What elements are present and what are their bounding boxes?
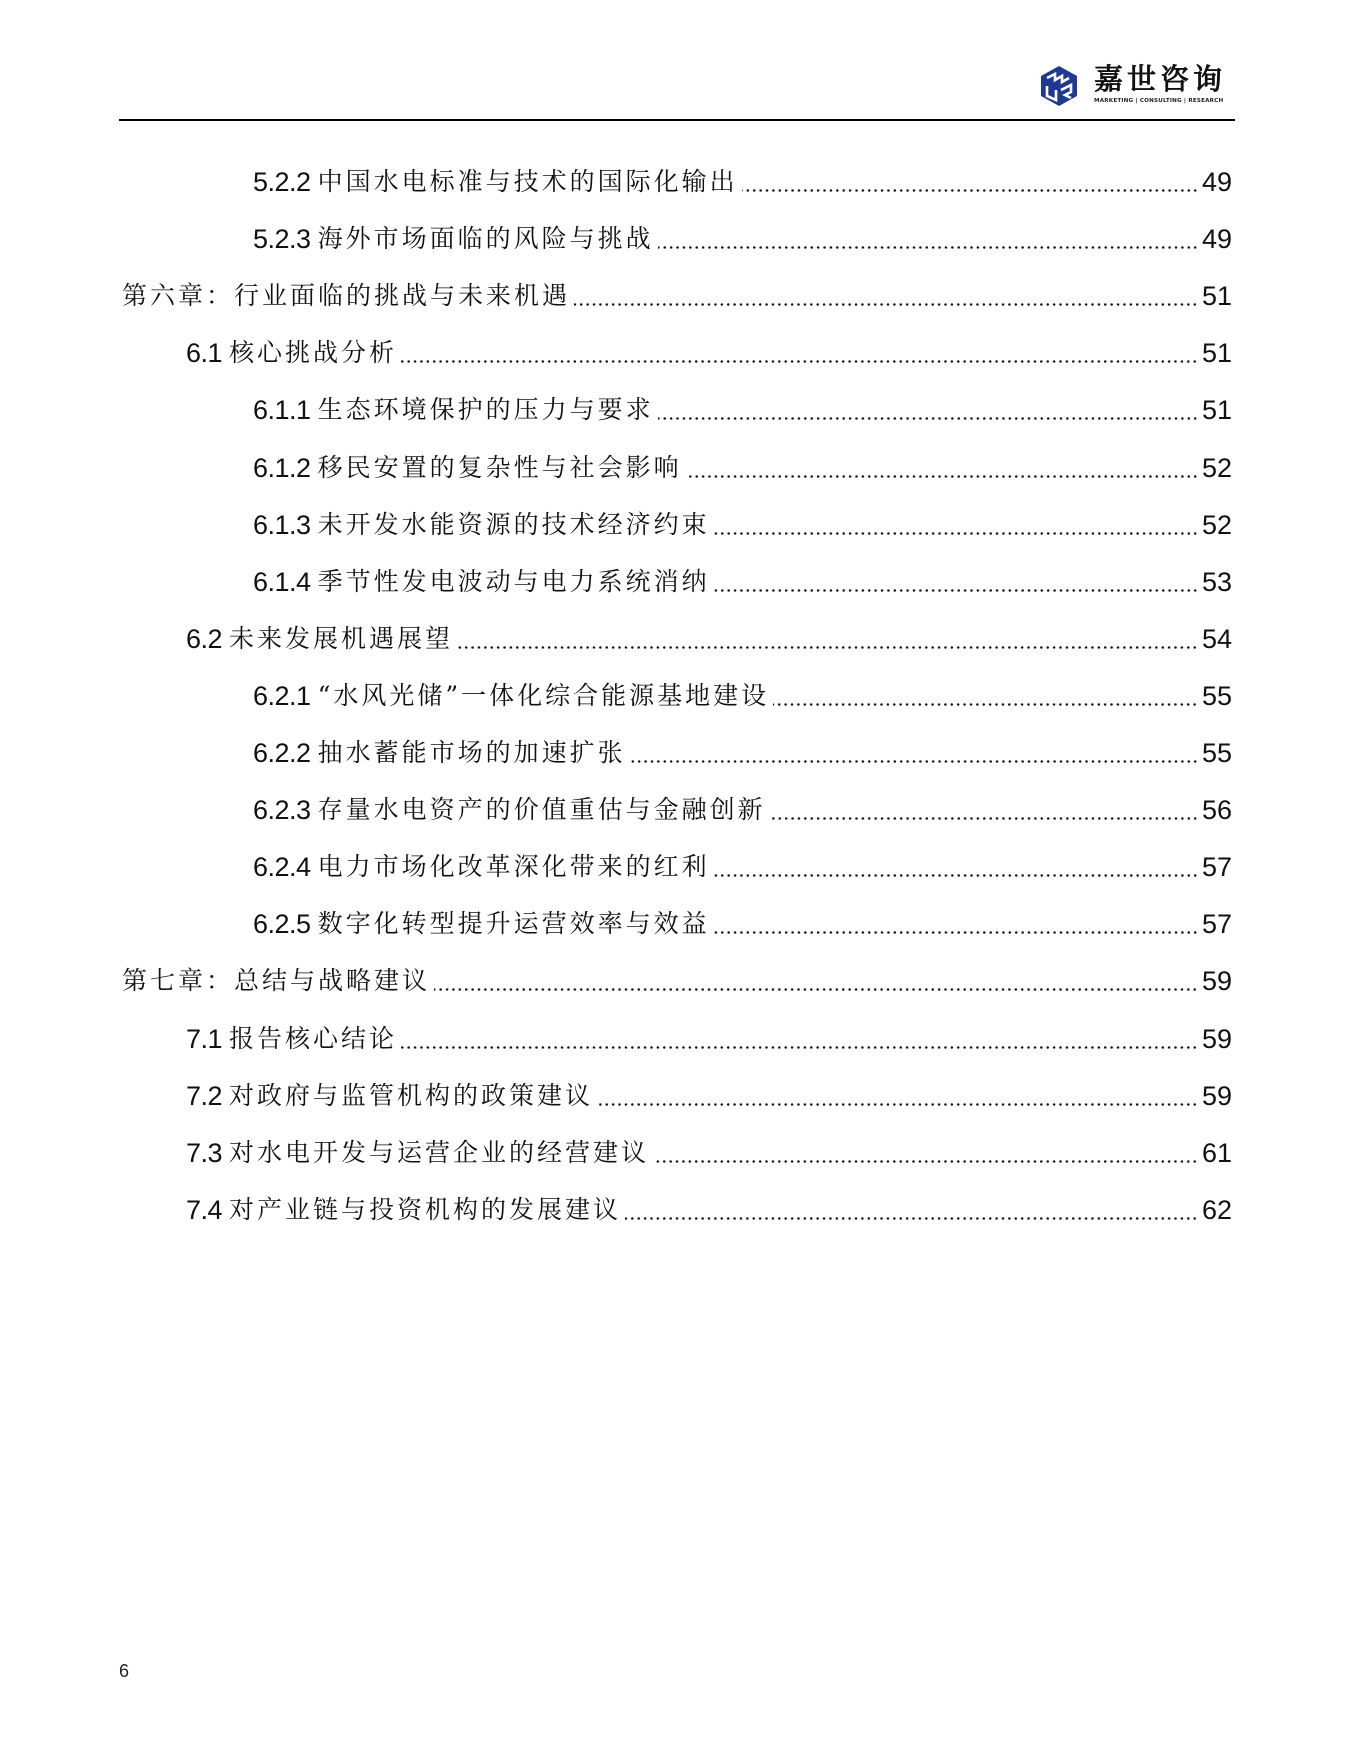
toc-entry-title: 抽水蓄能市场的加速扩张	[317, 738, 626, 767]
toc-entry-page: 51	[1201, 395, 1232, 426]
toc-entry-title: 第六章：行业面临的挑战与未来机遇	[122, 281, 571, 311]
toc-entry-number: 6.2.4	[253, 852, 311, 883]
toc-entry[interactable]	[253, 676, 1232, 716]
toc-entry[interactable]	[186, 333, 1232, 373]
toc-entry-title: 对产业链与投资机构的发展建议	[229, 1194, 622, 1224]
toc-entry-number: 6.1	[186, 338, 223, 369]
toc-entry-number: 6.1.4	[253, 566, 311, 597]
toc-entry-page: 53	[1201, 566, 1232, 597]
toc-entry[interactable]	[186, 1076, 1232, 1116]
toc-entry-number: 6.2.5	[253, 909, 311, 940]
dot-leader	[401, 1019, 1198, 1059]
toc-entry-title: 移民安置的复杂性与社会影响	[317, 452, 682, 482]
dot-leader	[658, 390, 1198, 430]
toc-entry-title: 第七章：总结与战略建议	[122, 966, 431, 996]
dot-leader	[770, 790, 1198, 830]
dot-leader	[457, 619, 1198, 659]
toc-entry-number: 6.1.2	[253, 452, 311, 483]
toc-entry-page: 51	[1201, 338, 1232, 369]
dot-leader	[714, 505, 1198, 545]
dot-leader	[714, 847, 1198, 887]
toc-entry-number: 7.1	[186, 1023, 223, 1054]
toc-entry-page: 55	[1201, 738, 1232, 768]
dot-leader	[653, 1133, 1198, 1173]
toc-entry-title: 存量水电资产的价值重估与金融创新	[317, 795, 766, 825]
toc-entry-number: 7.4	[186, 1194, 223, 1225]
toc-entry-title: 未开发水能资源的技术经济约束	[317, 509, 710, 539]
dot-leader	[714, 904, 1198, 944]
toc-entry-page: 56	[1201, 795, 1232, 826]
toc-entry-title: 生态环境保护的压力与要求	[317, 395, 654, 425]
toc-entry-number: 7.3	[186, 1137, 223, 1168]
toc-entry[interactable]	[253, 562, 1232, 602]
toc-entry[interactable]	[253, 904, 1232, 944]
toc-entry[interactable]	[186, 1190, 1232, 1230]
dot-leader	[625, 1190, 1198, 1230]
toc-entry-page: 52	[1201, 452, 1232, 483]
toc-entry[interactable]	[186, 1133, 1232, 1173]
toc-entry-page: 57	[1201, 852, 1232, 883]
toc-entry[interactable]	[253, 790, 1232, 830]
toc-entry-title: 核心挑战分析	[229, 338, 398, 368]
toc-entry[interactable]	[253, 733, 1232, 773]
toc-entry-number: 6.1.1	[253, 395, 311, 426]
toc-entry[interactable]	[253, 162, 1232, 202]
toc-entry-number: 6.2.2	[253, 738, 311, 768]
dot-leader	[574, 276, 1198, 316]
dot-leader	[742, 162, 1198, 202]
toc-entry-page: 49	[1201, 224, 1232, 255]
toc-entry-title: 海外市场面临的风险与挑战	[317, 224, 654, 254]
toc-entry-page: 51	[1201, 281, 1232, 312]
toc-entry-page: 59	[1201, 966, 1232, 997]
toc-entry[interactable]	[253, 219, 1232, 259]
toc-entry-title: 报告核心结论	[229, 1023, 398, 1053]
dot-leader	[714, 562, 1198, 602]
dot-leader	[401, 333, 1198, 373]
brand-tagline: MARKETING | CONSULTING | RESEARCH	[1094, 98, 1224, 104]
toc-entry-page: 54	[1201, 623, 1232, 654]
toc-entry[interactable]	[253, 505, 1232, 545]
dot-leader	[658, 219, 1198, 259]
toc-entry[interactable]	[122, 276, 1232, 316]
toc-entry-number: 5.2.2	[253, 167, 311, 197]
toc-entry-title: 对水电开发与运营企业的经营建议	[229, 1137, 650, 1167]
brand-logo	[1036, 60, 1236, 112]
brand-name: 嘉世咨询	[1094, 62, 1227, 96]
dot-leader	[686, 448, 1198, 488]
toc-entry-title: 对政府与监管机构的政策建议	[229, 1080, 594, 1110]
toc-entry-page: 62	[1201, 1194, 1232, 1225]
toc-entry-title: “水风光储”一体化综合能源基地建设	[317, 680, 770, 710]
toc-entry[interactable]	[186, 619, 1232, 659]
dot-leader	[434, 961, 1198, 1001]
toc-entry-number: 6.1.3	[253, 509, 311, 540]
toc-entry-page: 49	[1201, 167, 1232, 197]
toc-entry[interactable]	[122, 961, 1232, 1001]
toc-entry[interactable]	[253, 847, 1232, 887]
toc-entry[interactable]	[253, 390, 1232, 430]
dot-leader	[630, 733, 1198, 773]
toc-entry-page: 55	[1201, 680, 1232, 711]
toc-entry-page: 61	[1201, 1137, 1232, 1168]
toc-entry-number: 7.2	[186, 1080, 223, 1111]
dot-leader	[597, 1076, 1198, 1116]
toc-entry-page: 59	[1201, 1023, 1232, 1054]
toc-entry-page: 57	[1201, 909, 1232, 940]
toc-entry-number: 6.2.3	[253, 795, 311, 826]
dot-leader	[773, 676, 1198, 716]
toc-entry-title: 数字化转型提升运营效率与效益	[317, 909, 710, 939]
toc-entry-number: 6.2.1	[253, 680, 311, 711]
toc-entry[interactable]	[186, 1019, 1232, 1059]
toc-entry-title: 季节性发电波动与电力系统消纳	[317, 566, 710, 596]
toc-entry[interactable]	[253, 448, 1232, 488]
toc-entry-title: 中国水电标准与技术的国际化输出	[317, 167, 738, 196]
toc-entry-title: 电力市场化改革深化带来的红利	[317, 852, 710, 882]
toc-entry-page: 59	[1201, 1080, 1232, 1111]
toc-entry-number: 6.2	[186, 623, 223, 654]
header-divider	[119, 119, 1235, 121]
toc-entry-page: 52	[1201, 509, 1232, 540]
toc-entry-number: 5.2.3	[253, 224, 311, 255]
page-number: 6	[119, 1661, 130, 1681]
cube-logo-icon	[1038, 64, 1080, 108]
toc-entry-title: 未来发展机遇展望	[229, 623, 454, 653]
